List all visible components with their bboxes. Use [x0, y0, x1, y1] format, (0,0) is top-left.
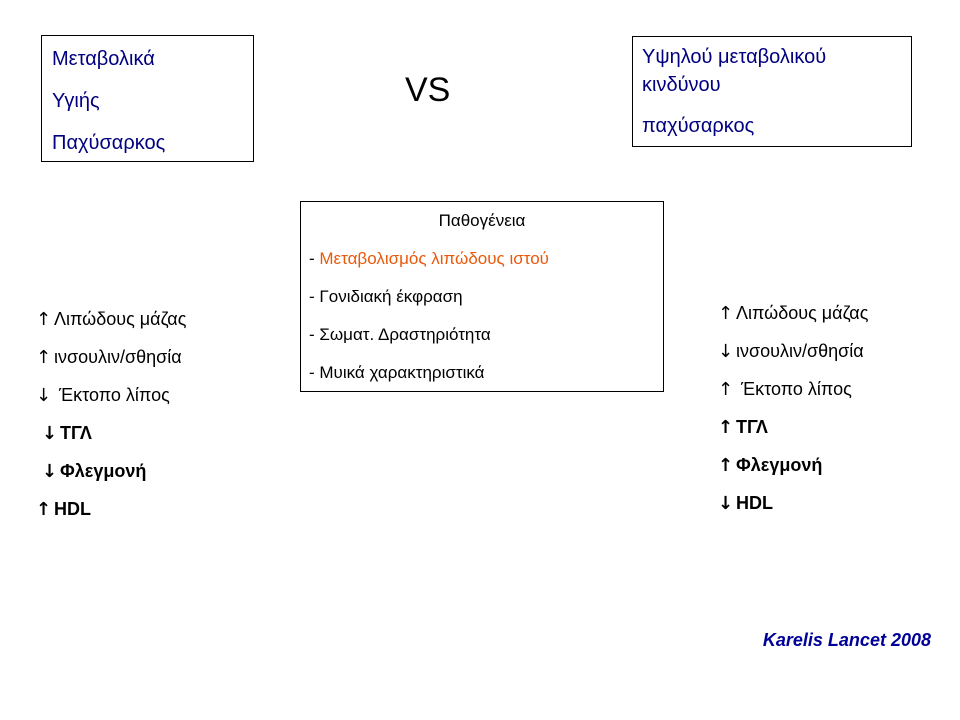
- list-item: [36, 344, 186, 370]
- list-item: [36, 306, 186, 332]
- pathogenesis-item: [309, 322, 663, 348]
- bullet-dash: -: [309, 363, 320, 382]
- list-item-text: Λιπώδους μάζας: [736, 303, 869, 323]
- arrow-down-icon: ↓: [718, 493, 734, 514]
- list-item: [718, 376, 868, 402]
- high-risk-obese-characteristics-list: [718, 300, 868, 528]
- arrow-up-icon: ↑: [36, 347, 52, 368]
- list-item: [718, 338, 868, 364]
- arrow-up-icon: ↑: [36, 499, 52, 520]
- arrow-down-icon: ↓: [718, 341, 734, 362]
- list-item: [36, 458, 186, 484]
- bullet-dash: -: [309, 249, 320, 268]
- arrow-up-icon: ↑: [718, 379, 734, 400]
- pathogenesis-item: [309, 360, 663, 386]
- pathogenesis-item-text: Γονιδιακή έκφραση: [319, 287, 463, 306]
- arrow-up-icon: ↑: [718, 417, 734, 438]
- list-item-text: ινσουλιν/σθησία: [54, 347, 182, 367]
- arrow-up-icon: ↑: [36, 309, 52, 330]
- list-item-text: Φλεγμονή: [60, 461, 147, 481]
- metabolically-healthy-obese-box: [41, 35, 254, 162]
- arrow-down-icon: ↓: [36, 385, 52, 406]
- list-item: [718, 490, 868, 516]
- arrow-down-icon: ↓: [42, 461, 58, 482]
- arrow-up-icon: ↑: [718, 455, 734, 476]
- bullet-dash: -: [309, 287, 320, 306]
- arrow-down-icon: ↓: [42, 423, 58, 444]
- bullet-dash: -: [309, 325, 320, 344]
- list-item: [36, 496, 186, 522]
- healthy-obese-characteristics-list: [36, 306, 186, 534]
- list-item: [718, 300, 868, 326]
- pathogenesis-item-text: Μεταβολισμός λιπώδους ιστού: [319, 249, 549, 268]
- list-item-text: Έκτοπο λίπος: [54, 385, 170, 405]
- list-item-text: Έκτοπο λίπος: [736, 379, 852, 399]
- left-box-line-2: Υγιής: [52, 90, 100, 112]
- pathogenesis-title: Παθογένεια: [438, 211, 526, 230]
- list-item-text: HDL: [736, 493, 773, 513]
- list-item: [36, 382, 186, 408]
- citation: Karelis Lancet 2008: [762, 630, 931, 650]
- pathogenesis-box: [300, 201, 664, 392]
- list-item-text: ινσουλιν/σθησία: [736, 341, 864, 361]
- high-metabolic-risk-obese-box: [632, 36, 912, 147]
- list-item-text: ΤΓΛ: [60, 423, 92, 443]
- list-item-text: ΤΓΛ: [736, 417, 768, 437]
- right-box-line-2: κινδύνου: [642, 74, 721, 96]
- vs-label: VS: [405, 71, 451, 109]
- pathogenesis-item-text: Μυικά χαρακτηριστικά: [319, 363, 485, 382]
- right-box-line-1: Υψηλού μεταβολικού: [642, 46, 827, 68]
- right-box-line-3: παχύσαρκος: [642, 115, 755, 137]
- pathogenesis-item: [309, 284, 663, 310]
- list-item-text: Φλεγμονή: [736, 455, 823, 475]
- left-box-line-3: Παχύσαρκος: [52, 132, 166, 154]
- list-item-text: Λιπώδους μάζας: [54, 309, 187, 329]
- list-item-text: HDL: [54, 499, 91, 519]
- pathogenesis-item-text: Σωματ. Δραστηριότητα: [319, 325, 491, 344]
- list-item: [718, 452, 868, 478]
- pathogenesis-item: [309, 246, 663, 272]
- arrow-up-icon: ↑: [718, 303, 734, 324]
- list-item: [718, 414, 868, 440]
- left-box-line-1: Μεταβολικά: [52, 48, 155, 70]
- list-item: [36, 420, 186, 446]
